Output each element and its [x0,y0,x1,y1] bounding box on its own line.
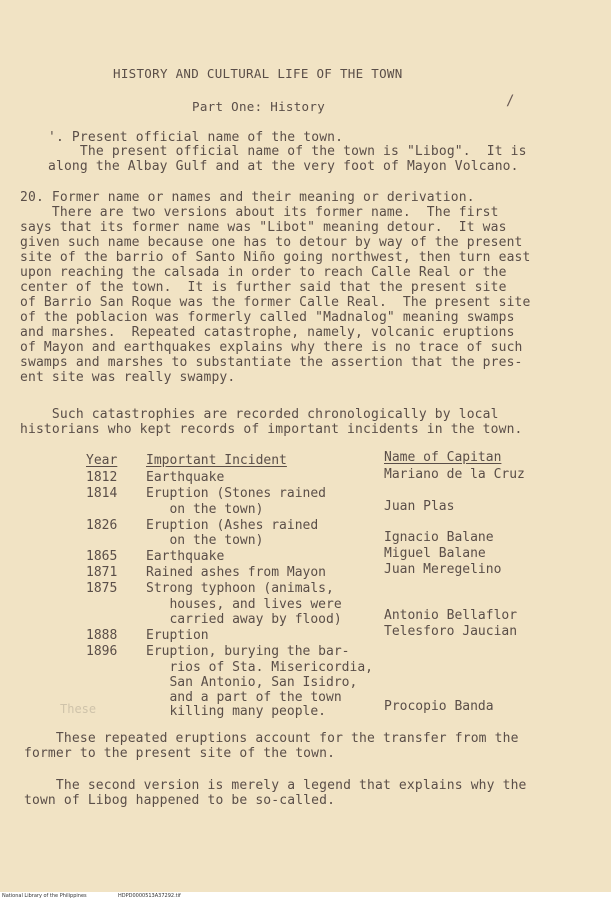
incident-cell: Strong typhoon (animals, [146,581,334,596]
footer-file-id: HDPD0000513A37292.tif [118,893,181,899]
table-header-incident: Important Incident [146,453,287,468]
incident-cell: Eruption [146,628,209,643]
section-20-line: 20. Former name or names and their meaning or derivation. [20,190,475,205]
table-header-year: Year [86,453,118,468]
capitan-cell: Juan Plas [384,499,455,514]
section-20-line: of Mayon and earthquakes explains why there is no trace of such [20,340,523,355]
year-cell: 1826 [86,518,118,533]
capitan-cell: Miguel Balane [384,546,486,561]
year-cell: 1814 [86,486,118,501]
catastrophes-line: Such catastrophies are recorded chronologically by local [20,407,499,422]
section-20-line: swamps and marshes to substantiate the assertion that the pres- [20,355,523,370]
incident-cell: rios of Sta. Misericordia, [146,660,373,675]
year-cell: 1888 [86,628,118,643]
section-20-line: given such name because one has to detour by way of the present [20,235,523,250]
footer-library-name: National Library of the Philippines [2,893,87,899]
footer-bar [0,892,611,900]
incident-cell: on the town) [146,533,264,548]
incident-cell: on the town) [146,502,264,517]
legend-line: The second version is merely a legend that explains why the [24,778,527,793]
capitan-cell: Telesforo Jaucian [384,624,518,639]
check-mark: / [506,93,515,109]
section-20-line: upon reaching the calsada in order to reach Calle Real or the [20,265,507,280]
section-20-line: There are two versions about its former name. The first [20,205,499,220]
section-19-line: The present official name of the town is "Libog". It is [48,144,527,159]
section-20-line: site of the barrio of Santo Niño going northwest, then turn east [20,250,531,265]
section-20-line: ent site was really swampy. [20,370,236,385]
incident-cell: Earthquake [146,470,225,485]
incident-cell: carried away by flood) [146,612,342,627]
incident-cell: houses, and lives were [146,597,342,612]
incident-cell: and a part of the town [146,690,342,705]
legend-line: town of Libog happened to be so-called. [24,793,336,808]
year-cell: 1896 [86,644,118,659]
eruptions-line: former to the present site of the town. [24,746,336,761]
incident-cell: Eruption (Stones rained [146,486,327,501]
section-20-line: and marshes. Repeated catastrophe, namely, volcanic eruptions [20,325,515,340]
incident-cell: Eruption (Ashes rained [146,518,319,533]
incident-cell: San Antonio, San Isidro, [146,675,358,690]
capitan-cell: Ignacio Balane [384,530,494,545]
section-20-line: of Barrio San Roque was the former Calle Real. The present site [20,295,531,310]
section-19-line: '. Present official name of the town. [48,130,344,145]
year-cell: 1865 [86,549,118,564]
faint-bleedthrough-text: These [60,702,97,716]
section-19-line: along the Albay Gulf and at the very foot of Mayon Volcano. [48,159,519,174]
section-20-line: says that its former name was "Libot" meaning detour. It was [20,220,507,235]
year-cell: 1871 [86,565,118,580]
capitan-cell: Procopio Banda [384,699,494,714]
eruptions-line: These repeated eruptions account for the transfer from the [24,731,519,746]
incident-cell: Eruption, burying the bar- [146,644,350,659]
incident-cell: Rained ashes from Mayon [146,565,327,580]
table-header-capitan: Name of Capitan [384,450,502,465]
capitan-cell: Antonio Bellaflor [384,608,518,623]
year-cell: 1875 [86,581,118,596]
document-subtitle: Part One: History [192,99,326,114]
section-20-line: of the poblacion was formerly called "Madnalog" meaning swamps [20,310,515,325]
capitan-cell: Mariano de la Cruz [384,467,525,482]
year-cell: 1812 [86,470,118,485]
incident-cell: killing many people. [146,704,327,719]
catastrophes-line: historians who kept records of important incidents in the town. [20,422,523,437]
section-20-line: center of the town. It is further said that the present site [20,280,507,295]
incident-cell: Earthquake [146,549,225,564]
capitan-cell: Juan Meregelino [384,562,502,577]
document-title: HISTORY AND CULTURAL LIFE OF THE TOWN [113,66,403,81]
